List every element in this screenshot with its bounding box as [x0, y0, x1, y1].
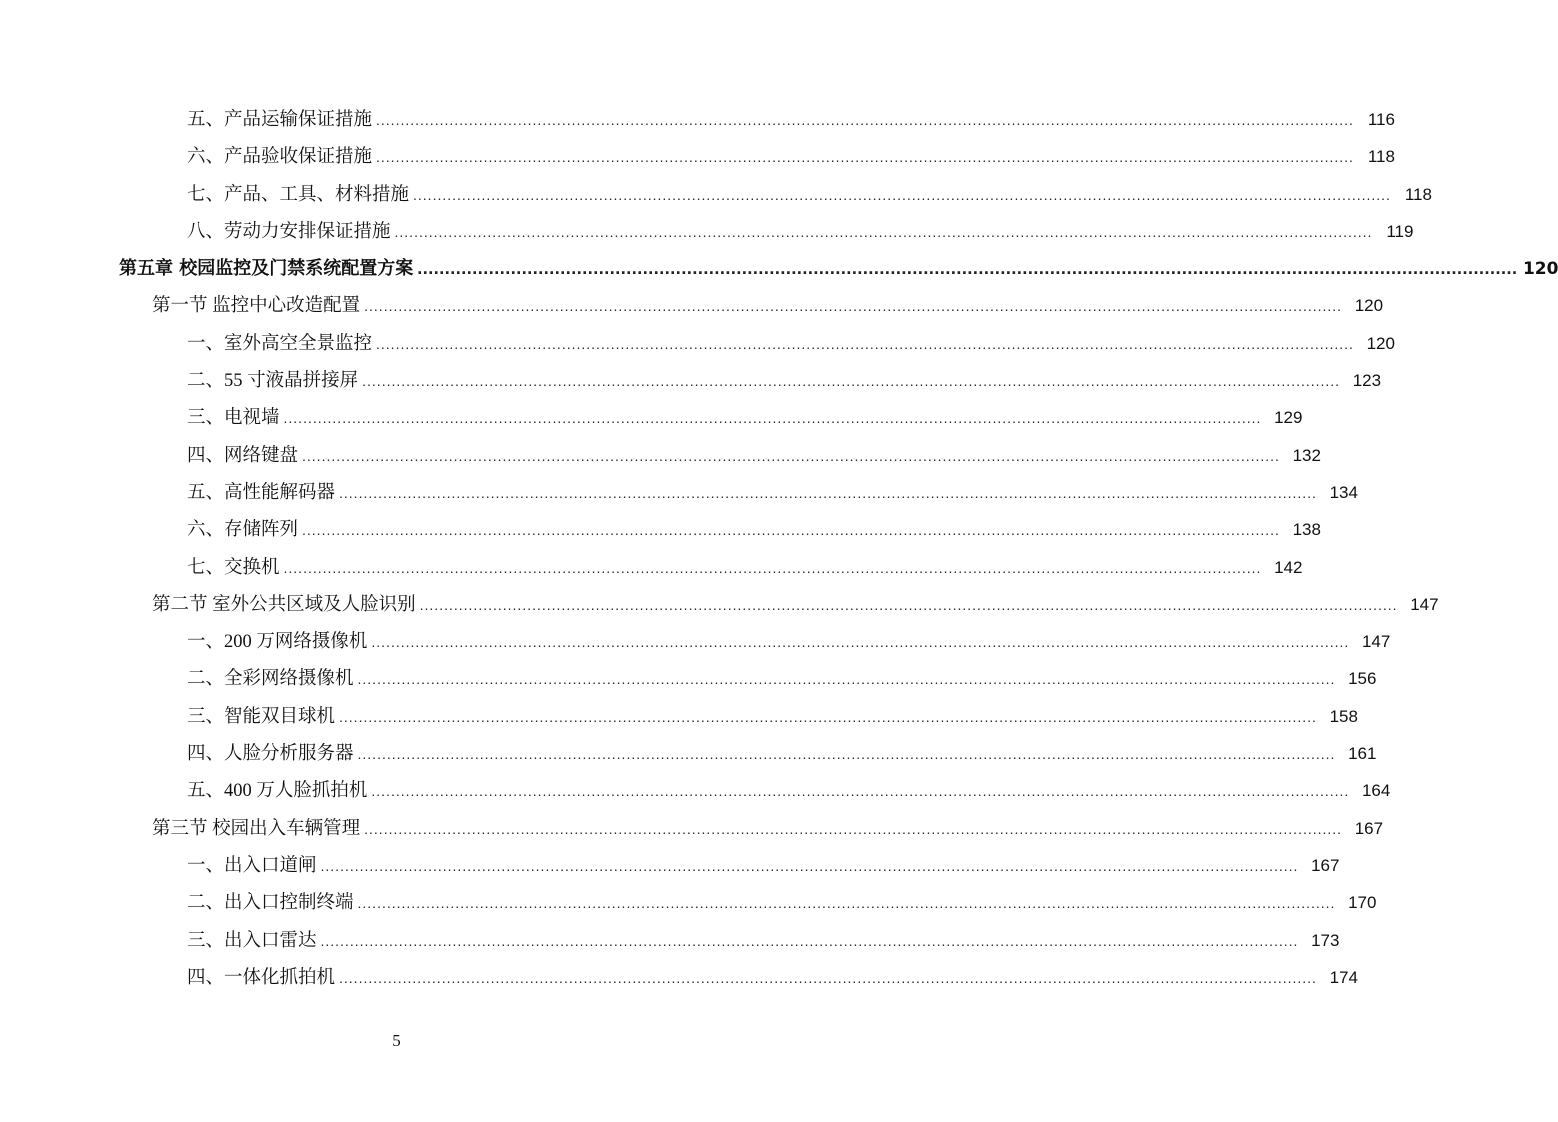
toc-leader-dots: ........................................................................................................................................................................................................ [376, 335, 1354, 352]
toc-leader-dots: ........................................................................................................................................................................................................ [339, 484, 1317, 501]
toc-item-entry[interactable] [0, 698, 1358, 735]
toc-item-entry[interactable] [0, 735, 1377, 772]
toc-entry-title: 七、交换机 [187, 557, 280, 578]
page-number: 5 [392, 1031, 401, 1050]
toc-entry-page: 173 [1311, 930, 1340, 950]
toc-entry-title: 第三节 校园出入车辆管理 [152, 818, 361, 839]
toc-entry-title: 四、网络键盘 [187, 445, 299, 466]
toc-entry-page: 118 [1404, 184, 1432, 204]
toc-item-entry[interactable] [0, 213, 1414, 250]
toc-entry-page: 134 [1329, 482, 1358, 502]
toc-leader-dots: ........................................................................................................................................................................................................ [362, 373, 1341, 390]
toc-item-entry[interactable] [0, 138, 1395, 175]
toc-section-entry[interactable] [0, 586, 1439, 623]
toc-leader-dots: ........................................................................................................................................................................................................ [417, 258, 1518, 279]
toc-leader-dots: ........................................................................................................................................................................................................ [320, 857, 1299, 874]
toc-entry-title: 二、全彩网络摄像机 [187, 669, 354, 690]
toc-entry-title: 八、劳动力安排保证措施 [187, 221, 391, 242]
toc-entry-title: 五、高性能解码器 [187, 482, 336, 503]
toc-leader-dots: ........................................................................................................................................................................................................ [302, 447, 1280, 464]
toc-leader-dots: ........................................................................................................................................................................................................ [413, 186, 1391, 203]
toc-leader-dots: ........................................................................................................................................................................................................ [320, 932, 1299, 949]
toc-leader-dots: ........................................................................................................................................................................................................ [376, 112, 1354, 128]
toc-entry-title: 第一节 监控中心改造配置 [152, 296, 361, 317]
toc-entry-title: 五、产品运输保证措施 [187, 110, 373, 130]
toc-entry-page: 142 [1274, 557, 1303, 577]
toc-item-entry[interactable] [0, 474, 1358, 511]
toc-section-entry[interactable] [0, 810, 1384, 847]
toc-item-entry[interactable] [0, 549, 1303, 586]
toc-item-entry[interactable] [0, 922, 1340, 959]
toc-leader-dots: ........................................................................................................................................................................................................ [357, 746, 1336, 763]
toc-entry-page: 120 [1354, 296, 1384, 316]
toc-entry-page: 129 [1274, 408, 1303, 428]
toc-entry-title: 四、人脸分析服务器 [187, 744, 354, 765]
toc-leader-dots: ........................................................................................................................................................................................................ [364, 820, 1343, 837]
toc-item-entry[interactable] [0, 623, 1391, 660]
toc-entry-page: 161 [1348, 744, 1377, 764]
toc-entry-page: 147 [1361, 632, 1391, 652]
toc-leader-dots: ........................................................................................................................................................................................................ [357, 671, 1336, 688]
toc-leader-dots: ........................................................................................................................................................................................................ [357, 895, 1336, 912]
toc-item-entry[interactable] [0, 176, 1432, 213]
toc-entry-page: 116 [1367, 110, 1395, 129]
toc-entry-page: 119 [1386, 221, 1414, 241]
toc-leader-dots: ........................................................................................................................................................................................................ [364, 298, 1343, 315]
toc-leader-dots: ........................................................................................................................................................................................................ [283, 559, 1262, 576]
toc-item-entry[interactable] [0, 101, 1395, 138]
toc-item-entry[interactable] [0, 959, 1358, 996]
toc-entry-page: 123 [1352, 371, 1382, 391]
toc-entry-title: 五、400 万人脸抓拍机 [187, 781, 368, 802]
toc-entry-title: 三、出入口雷达 [187, 930, 317, 951]
toc-entry-title: 三、智能双目球机 [187, 706, 336, 727]
toc-entry-title: 七、产品、工具、材料措施 [187, 184, 410, 205]
toc-item-entry[interactable] [0, 437, 1321, 474]
toc-leader-dots: ........................................................................................................................................................................................................ [371, 634, 1350, 651]
toc-leader-dots: ........................................................................................................................................................................................................ [339, 969, 1317, 986]
toc-entry-page: 120 [1366, 333, 1395, 353]
toc-entry-page: 167 [1354, 818, 1384, 838]
toc-leader-dots: ........................................................................................................................................................................................................ [339, 708, 1317, 725]
toc-entry-title: 四、一体化抓拍机 [187, 967, 336, 988]
toc-item-entry[interactable] [0, 399, 1303, 436]
toc-leader-dots: ........................................................................................................................................................................................................ [371, 783, 1350, 800]
toc-entry-page: 156 [1348, 669, 1377, 689]
toc-item-entry[interactable] [0, 362, 1382, 399]
toc-leader-dots: ........................................................................................................................................................................................................ [283, 410, 1262, 427]
toc-entry-title: 二、出入口控制终端 [187, 893, 354, 914]
toc-item-entry[interactable] [0, 772, 1391, 809]
toc-entry-page: 158 [1329, 706, 1358, 726]
toc-leader-dots: ........................................................................................................................................................................................................ [302, 522, 1280, 539]
toc-entry-title: 六、存储阵列 [187, 520, 299, 541]
toc-entry-title: 第二节 室外公共区域及人脸识别 [152, 594, 416, 615]
table-of-contents [0, 101, 1558, 996]
toc-entry-title: 三、电视墙 [187, 408, 280, 429]
toc-entry-page: 170 [1348, 893, 1377, 913]
toc-entry-page: 147 [1410, 594, 1439, 614]
toc-entry-title: 第五章 校园监控及门禁系统配置方案 [119, 258, 414, 280]
toc-leader-dots: ........................................................................................................................................................................................................ [419, 596, 1398, 613]
toc-leader-dots: ........................................................................................................................................................................................................ [376, 149, 1354, 166]
toc-entry-page: 174 [1329, 967, 1358, 987]
toc-item-entry[interactable] [0, 847, 1340, 884]
toc-entry-title: 二、55 寸液晶拼接屏 [187, 371, 359, 392]
toc-section-entry[interactable] [0, 287, 1384, 324]
toc-item-entry[interactable] [0, 511, 1321, 548]
toc-entry-title: 一、200 万网络摄像机 [187, 632, 368, 653]
toc-item-entry[interactable] [0, 325, 1395, 362]
toc-entry-page: 167 [1311, 855, 1340, 875]
toc-entry-title: 一、室外高空全景监控 [187, 333, 373, 354]
toc-leader-dots: ........................................................................................................................................................................................................ [394, 223, 1373, 240]
toc-entry-page: 164 [1361, 781, 1391, 801]
toc-item-entry[interactable] [0, 884, 1377, 921]
toc-item-entry[interactable] [0, 660, 1377, 697]
toc-entry-page: 120 [1522, 259, 1558, 280]
toc-entry-title: 一、出入口道闸 [187, 855, 317, 876]
toc-entry-page: 138 [1292, 520, 1321, 540]
toc-entry-page: 118 [1367, 147, 1395, 167]
toc-entry-page: 132 [1292, 445, 1321, 465]
toc-entry-title: 六、产品验收保证措施 [187, 147, 373, 168]
toc-chapter-entry[interactable] [0, 250, 1558, 287]
